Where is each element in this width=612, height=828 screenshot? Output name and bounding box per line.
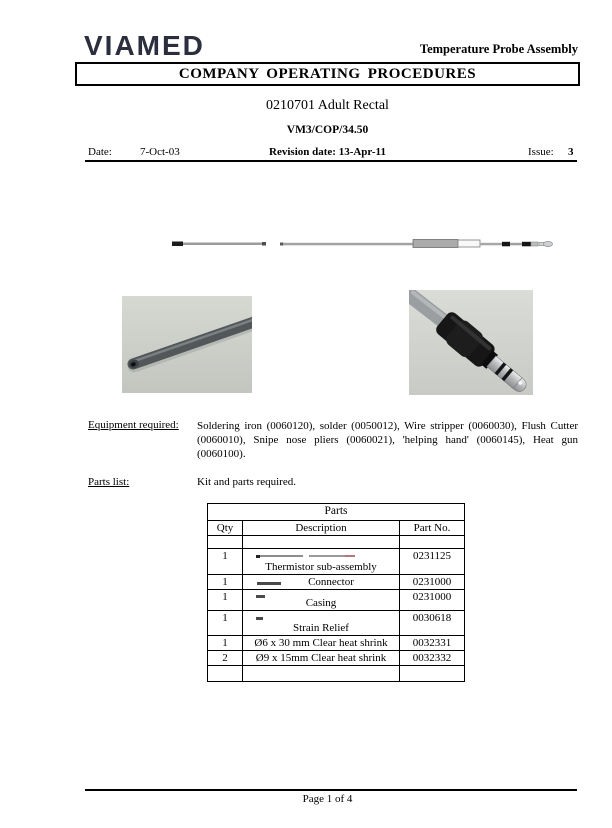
meta-row <box>0 146 612 160</box>
column-header-description: Description <box>243 521 400 536</box>
date-label: Date: <box>88 146 112 158</box>
description-cell: Casing <box>305 597 337 609</box>
document-type-label: Temperature Probe Assembly <box>419 42 578 56</box>
connector-thumbnail <box>257 582 281 585</box>
page-number: Page 1 of 4 <box>302 793 353 805</box>
qty-cell: 2 <box>208 651 243 666</box>
revision-date: Revision date: 13-Apr-11 <box>269 146 386 158</box>
table-title-row <box>208 504 465 521</box>
table-row <box>208 636 465 651</box>
part-no-cell: 0231000 <box>400 590 465 611</box>
description-cell: Strain Relief <box>293 622 349 634</box>
table-row <box>208 651 465 666</box>
table-header-row <box>208 521 465 536</box>
qty-cell: 1 <box>208 590 243 611</box>
table-row <box>208 590 465 611</box>
part-no-cell: 0032331 <box>400 636 465 651</box>
date-value: 7-Oct-03 <box>140 146 180 158</box>
procedure-title: 0210701 Adult Rectal <box>266 98 389 113</box>
equipment-required-text: Soldering iron (0060120), solder (0050012), Wire stripper (0060030), Flush Cutter (0060010), Snipe nose pliers (0060021), 'helping hand' (0060145), Heat gun (0060100). <box>197 420 578 460</box>
part-no-cell: 0030618 <box>400 611 465 636</box>
stereo-jack-connector-photo <box>409 290 533 395</box>
table-row <box>208 575 465 590</box>
parts-list-label: Parts list: <box>88 476 130 488</box>
qty-cell: 1 <box>208 611 243 636</box>
table-row-empty <box>208 536 465 549</box>
parts-table <box>207 503 465 682</box>
issue-value: 3 <box>568 146 574 158</box>
full-probe-assembly-photo <box>150 228 565 258</box>
strain-relief-thumbnail <box>256 617 263 620</box>
equipment-required-label: Equipment required: <box>88 419 179 431</box>
column-header-part-no: Part No. <box>400 521 465 536</box>
footer-rule <box>85 789 577 791</box>
qty-cell: 1 <box>208 549 243 575</box>
title-box <box>75 62 580 86</box>
table-title: Parts <box>208 504 465 521</box>
qty-cell: 1 <box>208 636 243 651</box>
header-rule <box>85 160 577 162</box>
description-cell: Thermistor sub-assembly <box>265 561 377 573</box>
table-row <box>208 611 465 636</box>
table-row <box>208 549 465 575</box>
parts-list-text: Kit and parts required. <box>197 476 296 488</box>
description-cell: Ø6 x 30 mm Clear heat shrink <box>243 636 400 651</box>
page-title: COMPANY OPERATING PROCEDURES <box>178 66 477 82</box>
document-number: VM3/COP/34.50 <box>286 124 369 136</box>
qty-cell: 1 <box>208 575 243 590</box>
issue-label: Issue: <box>528 146 554 158</box>
table-row-empty <box>208 666 465 682</box>
viamed-logo: VIAMED <box>84 30 205 61</box>
part-no-cell: 0231000 <box>400 575 465 590</box>
column-header-qty: Qty <box>208 521 243 536</box>
description-cell: Ø9 x 15mm Clear heat shrink <box>243 651 400 666</box>
probe-tube-closeup-photo <box>122 296 252 393</box>
thermistor-sub-assembly-thumbnail <box>245 552 397 561</box>
description-cell: Connector <box>308 576 354 588</box>
part-no-cell: 0231125 <box>400 549 465 575</box>
part-no-cell: 0032332 <box>400 651 465 666</box>
